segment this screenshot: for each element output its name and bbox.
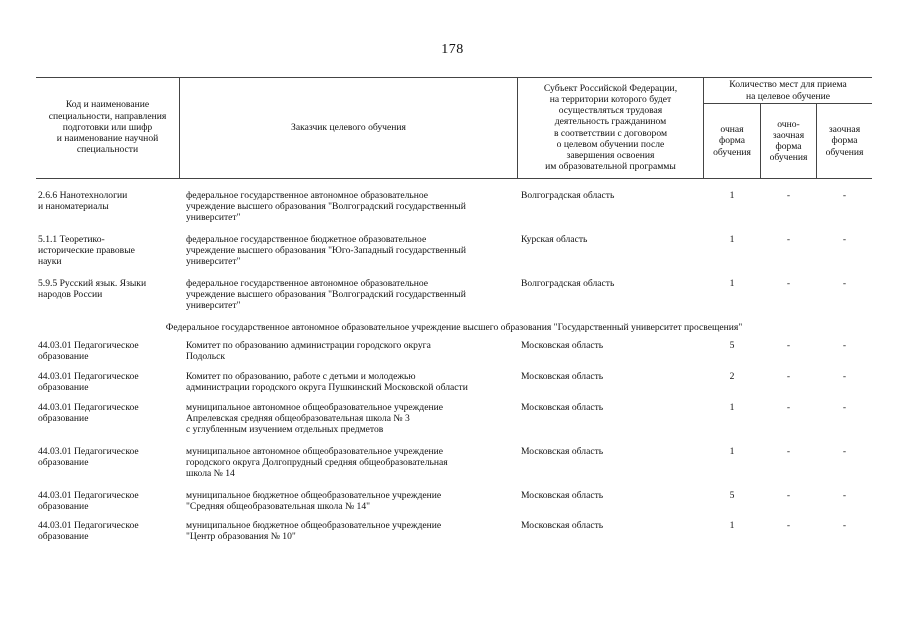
header-part-time: очно- заочная форма обучения	[769, 118, 808, 164]
row-customer: Комитет по образованию, работе с детьми и молодежью администрации городского округа Пушкинский Московской области	[186, 371, 468, 394]
row-part-time: -	[786, 446, 791, 457]
header-region: Субъект Российской Федерации, на территории которого будет осуществляться трудовая деятельность гражданином в соответствии с договором о целевом обучении после завершения освоения им образовательной программы	[543, 82, 678, 173]
row-code: 5.9.5 Русский язык. Языки народов России	[38, 278, 147, 301]
row-code: 44.03.01 Педагогическое образование	[38, 446, 139, 469]
row-correspondence: -	[842, 446, 847, 457]
row-region: Московская область	[521, 371, 604, 382]
row-full-time: 5	[729, 340, 735, 351]
row-region: Московская область	[521, 340, 604, 351]
row-full-time: 2	[729, 371, 735, 382]
row-code: 5.1.1 Теоретико- исторические правовые науки	[38, 234, 135, 268]
row-region: Московская область	[521, 490, 604, 501]
row-part-time: -	[786, 402, 791, 413]
row-region: Московская область	[521, 402, 604, 413]
row-region: Московская область	[521, 520, 604, 531]
row-region: Московская область	[521, 446, 604, 457]
row-customer: муниципальное бюджетное общеобразовательное учреждение "Центр образования № 10"	[186, 520, 442, 543]
header-full-time: очная форма обучения	[713, 124, 751, 158]
row-region: Курская область	[521, 234, 588, 245]
row-code: 44.03.01 Педагогическое образование	[38, 402, 139, 425]
row-code: 44.03.01 Педагогическое образование	[38, 490, 139, 513]
row-part-time: -	[786, 490, 791, 501]
row-customer: муниципальное автономное общеобразовательное учреждение Апрелевская средняя общеобразовательная школа № 3 с углубленным изучением отдельных предметов	[186, 402, 443, 436]
row-full-time: 1	[729, 402, 735, 413]
row-code: 2.6.6 Нанотехнологии и наноматериалы	[38, 190, 128, 213]
row-correspondence: -	[842, 371, 847, 382]
row-full-time: 1	[729, 190, 735, 201]
row-customer: муниципальное бюджетное общеобразовательное учреждение "Средняя общеобразовательная школа № 14"	[186, 490, 442, 513]
row-part-time: -	[786, 340, 791, 351]
row-correspondence: -	[842, 490, 847, 501]
row-part-time: -	[786, 190, 791, 201]
row-correspondence: -	[842, 520, 847, 531]
row-customer: федеральное государственное бюджетное образовательное учреждение высшего образования "Юго-Западный государственный университет"	[186, 234, 466, 268]
row-region: Волгоградская область	[521, 278, 615, 289]
row-full-time: 1	[729, 446, 735, 457]
row-part-time: -	[786, 278, 791, 289]
row-full-time: 1	[729, 234, 735, 245]
row-full-time: 1	[729, 520, 735, 531]
row-full-time: 5	[729, 490, 735, 501]
row-code: 44.03.01 Педагогическое образование	[38, 340, 139, 363]
row-correspondence: -	[842, 402, 847, 413]
row-customer: федеральное государственное автономное образовательное учреждение высшего образования "Волгоградский государственный университет"	[186, 190, 466, 224]
section-title: Федеральное государственное автономное образовательное учреждение высшего образования "Государственный университет просвещения"	[165, 322, 743, 333]
row-part-time: -	[786, 234, 791, 245]
page-number: 178	[441, 42, 464, 57]
row-correspondence: -	[842, 234, 847, 245]
row-correspondence: -	[842, 190, 847, 201]
row-correspondence: -	[842, 278, 847, 289]
row-full-time: 1	[729, 278, 735, 289]
row-customer: муниципальное автономное общеобразовательное учреждение городского округа Долгопрудный средняя общеобразовательная школа № 14	[186, 446, 448, 480]
row-customer: Комитет по образованию администрации городского округа Подольск	[186, 340, 431, 363]
header-bottom-border	[36, 178, 872, 179]
row-part-time: -	[786, 520, 791, 531]
row-correspondence: -	[842, 340, 847, 351]
row-region: Волгоградская область	[521, 190, 615, 201]
row-code: 44.03.01 Педагогическое образование	[38, 371, 139, 394]
row-part-time: -	[786, 371, 791, 382]
header-places: Количество мест для приема на целевое обучение	[729, 79, 847, 102]
row-code: 44.03.01 Педагогическое образование	[38, 520, 139, 543]
header-correspondence: заочная форма обучения	[825, 124, 864, 158]
header-customer: Заказчик целевого обучения	[291, 121, 406, 133]
header-code: Код и наименование специальности, направления подготовки или шифр и наименование научной специальности	[48, 99, 167, 156]
row-customer: федеральное государственное автономное образовательное учреждение высшего образования "Волгоградский государственный университет"	[186, 278, 466, 312]
